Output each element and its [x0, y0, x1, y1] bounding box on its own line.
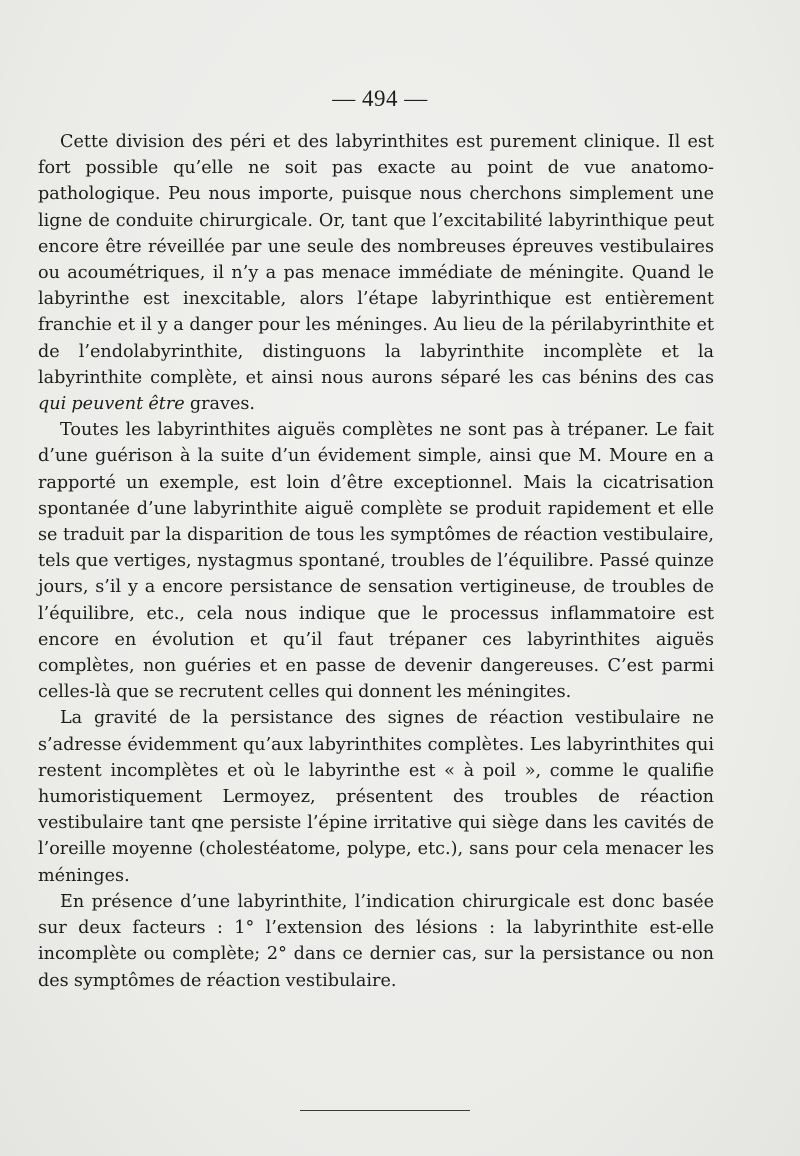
paragraph-1-text: Cette division des péri et des labyrinthites est purement clinique. Il est fort possible qu’elle ne soit pas exacte au point de vue anatomopathologique. Peu nous importe, puisque nous cherchons simplement une ligne de conduite chirurgicale. Or, tant que l’excitabilité labyrinthique peut encore être réveillée par une seule des nombreuses épreuves vestibulaires ou acoumétriques, il n’y a pas menace immédiate de méningite. Quand le labyrinthe est inexcitable, alors l’étape labyrinthique est entièrement franchie et il y a danger pour les méninges. Au lieu de la périlabyrinthite et de l’endolabyrinthite, distinguons la labyrinthite incomplète et la labyrinthite complète, et ainsi nous aurons séparé les cas bénins des cas	[38, 132, 714, 388]
paragraph-1-emphasis: qui peuvent être	[38, 394, 185, 415]
paragraph-1	[38, 129, 714, 417]
body-text	[38, 129, 714, 994]
paragraph-1-ending: graves.	[184, 394, 255, 415]
page-number: — 494 —	[332, 86, 428, 111]
footer-rule	[300, 1110, 470, 1111]
paragraph-2: Toutes les labyrinthites aiguës complètes ne sont pas à trépaner. Le fait d’une guérison à la suite d’un évidement simple, ainsi que M. Moure en a rapporté un exemple, est loin d’être exceptionnel. Mais la cicatrisation spontanée d’une labyrinthite aiguë complète se produit rapidement et elle se traduit par la disparition de tous les symptômes de réaction vestibulaire, tels que vertiges, nystagmus spontané, troubles de l’équilibre. Passé quinze jours, s’il y a encore persistance de sensation vertigineuse, de troubles de l’équilibre, etc., cela nous indique que le processus inflammatoire est encore en évolution et qu’il faut trépaner ces labyrinthites aiguës complètes, non guéries et en passe de devenir dangereuses. C’est parmi celles-là que se recrutent celles qui donnent les méningites.	[38, 420, 714, 703]
paragraph-4: En présence d’une labyrinthite, l’indication chirurgicale est donc basée sur deux facteurs : 1° l’extension des lésions : la labyrinthite est-elle incomplète ou complète; 2° dans ce dernier cas, sur la persistance ou non des symptômes de réaction vestibulaire.	[38, 891, 714, 991]
paragraph-3: La gravité de la persistance des signes de réaction vestibulaire ne s’adresse évidemment qu’aux labyrinthites complètes. Les labyrinthites qui restent incomplètes et où le labyrinthe est « à poil », comme le qualifie humoristiquement Lermoyez, présentent des troubles de réaction vestibulaire tant qne persiste l’épine irritative qui siège dans les cavités de l’oreille moyenne (cholestéatome, polype, etc.), sans pour cela menacer les méninges.	[38, 708, 714, 886]
